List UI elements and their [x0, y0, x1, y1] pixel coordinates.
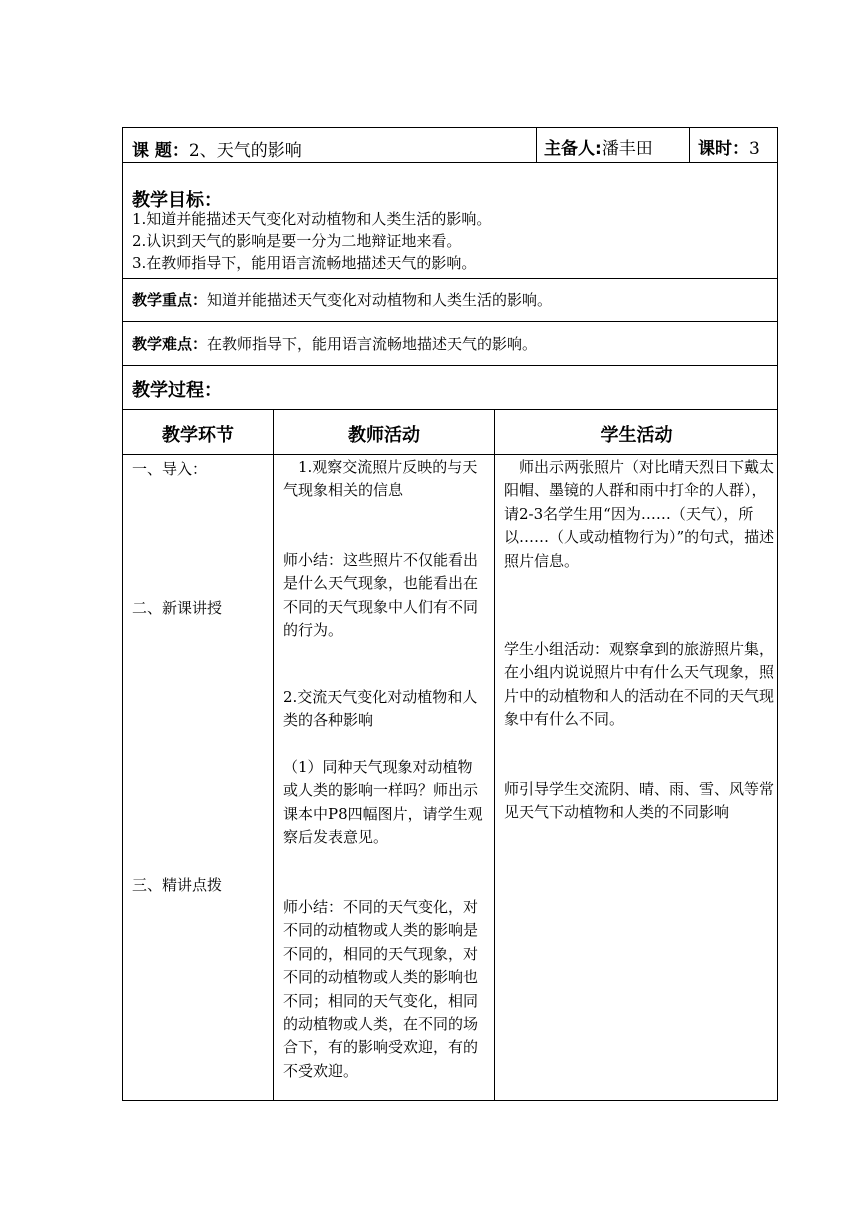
- teacher-activity-2-1: （1）同种天气现象对动植物或人类的影响一样吗？师出示课本中P8四幅图片，请学生观察后发表意见。: [283, 758, 483, 847]
- row-divider: [123, 321, 777, 322]
- key-point-label: 教学重点：: [132, 291, 208, 309]
- topic-cell: [132, 136, 302, 161]
- column-header-teacher: 教师活动: [348, 425, 420, 446]
- key-point-text: 知道并能描述天气变化对动植物和人类生活的影响。: [207, 291, 553, 309]
- row-divider: [123, 162, 777, 163]
- difficulty-row: [132, 333, 537, 354]
- period-cell: [698, 134, 760, 159]
- objective-item: 1.知道并能描述天气变化对动植物和人类生活的影响。: [132, 210, 492, 228]
- student-activity-2: 学生小组活动：观察拿到的旅游照片集，在小组内说说照片中有什么天气现象，照片中的动植物和人的活动在不同的天气现象中有什么不同。: [504, 640, 775, 729]
- row-divider: [123, 409, 777, 410]
- objective-item: 3.在教师指导下，能用语言流畅地描述天气的影响。: [132, 254, 477, 272]
- preparer-label: 主备人:: [544, 139, 602, 159]
- student-activity-1: 师出示两张照片（对比晴天烈日下戴太阳帽、墨镜的人群和雨中打伞的人群），请2-3名学生用“因为……（天气），所以……（人或动植物行为）”的句式，描述照片信息。: [504, 458, 775, 570]
- process-title: 教学过程：: [132, 380, 222, 401]
- column-divider: [273, 409, 274, 1100]
- preparer-cell: [544, 134, 653, 159]
- student-activity-3: 师引导学生交流阴、晴、雨、雪、风等常见天气下动植物和人类的不同影响: [504, 780, 775, 822]
- row-divider: [123, 365, 777, 366]
- stage-intro: 一、导入：: [132, 460, 208, 478]
- difficulty-label: 教学难点：: [132, 335, 208, 353]
- row-divider: [123, 278, 777, 279]
- teacher-activity-1: 1.观察交流照片反映的与天气现象相关的信息: [283, 458, 478, 500]
- topic-value: 2、天气的影响: [188, 141, 302, 161]
- column-header-student: 学生活动: [600, 425, 673, 446]
- objective-item: 2.认识到天气的影响是要一分为二地辩证地来看。: [132, 232, 462, 250]
- difficulty-text: 在教师指导下，能用语言流畅地描述天气的影响。: [207, 335, 538, 353]
- column-header-stage: 教学环节: [162, 425, 234, 446]
- stage-key-guidance: 三、精讲点拨: [132, 876, 223, 894]
- period-value: 3: [749, 139, 760, 159]
- teacher-summary-1: 师小结：这些照片不仅能看出是什么天气现象，也能看出在不同的天气现象中人们有不同的行为。: [283, 551, 479, 640]
- topic-label: 课 题：: [132, 141, 189, 161]
- column-divider: [536, 128, 537, 162]
- lesson-plan-table: [122, 127, 778, 1101]
- teacher-activity-2: 2.交流天气变化对动植物和人类的各种影响: [283, 688, 478, 730]
- objectives-title: 教学目标：: [132, 190, 222, 211]
- preparer-value: 潘丰田: [601, 139, 653, 159]
- row-divider: [123, 454, 777, 455]
- stage-new-lesson: 二、新课讲授: [132, 599, 223, 617]
- key-point-row: [132, 289, 552, 310]
- teacher-summary-2: 师小结：不同的天气变化，对不同的动植物或人类的影响是不同的，相同的天气现象，对不同的动植物或人类的影响也不同；相同的天气变化，相同的动植物或人类，在不同的场合下，有的影响受欢迎，有的不受欢迎。: [283, 898, 479, 1080]
- column-divider: [689, 128, 690, 162]
- period-label: 课时：: [698, 139, 749, 159]
- column-divider: [494, 409, 495, 1100]
